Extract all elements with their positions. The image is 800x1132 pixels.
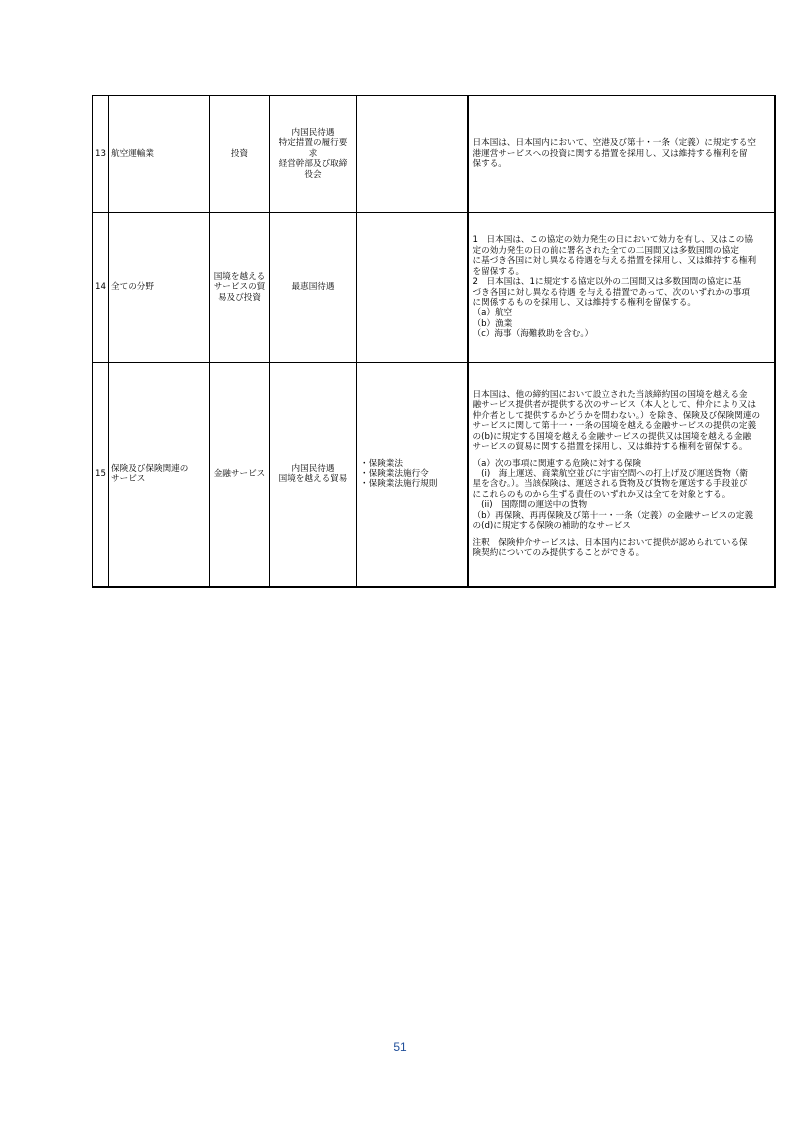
description-cell: 1 日本国は、この協定の効力発生の日において効力を有し、又はこの協 定の効力発生の日の前に署名された全ての二国間又は多数国間の協定 に基づき各国に対し異なる待遇を与える措置を採用し、又は維持する権利 を留保する。 2 日本国は、1に規定する協定以外の二国間又は多数国間の協定に基 づき各国に対し異なる待遇 を与える措置であって、次のいずれかの事項 に関係するものを採用し、又は維持する権利を留保する。 （a）航空 （b）漁業 （c）海事（海難救助を含む。）	[468, 213, 775, 363]
sector-cell: 全ての分野	[109, 213, 210, 363]
obligations-cell: 最恵国待遇	[270, 213, 357, 363]
subsector-cell: 国境を越える サービスの貿 易及び投資	[210, 213, 270, 363]
sector-cell: 航空運輸業	[109, 96, 210, 213]
reservations-table	[92, 95, 776, 588]
row-number: 15	[93, 363, 109, 587]
table-row	[93, 363, 775, 587]
description-cell: 日本国は、日本国内において、空港及び第十・一条（定義）に規定する空 港運営サービスへの投資に関する措置を採用し、又は維持する権利を留 保する。	[468, 96, 775, 213]
measures-cell	[357, 213, 468, 363]
page-number: 51	[393, 1040, 407, 1054]
measures-cell	[357, 96, 468, 213]
subsector-cell: 投資	[210, 96, 270, 213]
obligations-cell: 内国民待遇 特定措置の履行要 求 経営幹部及び取締 役会	[270, 96, 357, 213]
obligations-cell: 内国民待遇 国境を越える貿易	[270, 363, 357, 587]
row-number: 13	[93, 96, 109, 213]
row-number: 14	[93, 213, 109, 363]
description-cell: 日本国は、他の締約国において設立された当該締約国の国境を越える金 融サービス提供者が提供する次のサービス（本人として、仲介により又は 仲介者として提供するかどうかを問わない。）を除き、保険及び保険関連の サービスに関して第十一・一条の国境を越える金融サービスの提供の定義 の(b)に規定する国境を越える金融サービスの提供又は国境を越える金融 サービスの貿易に関する措置を採用し、又は維持する権利を留保する。 （a）次の事項に関連する危険に対する保険 (i) 海上運送、商業航空並びに宇宙空間への打上げ及び運送貨物（衛 星を含む。）。当該保険は、運送される貨物及び貨物を運送する手段並び にこれらのものから生ずる責任のいずれか又は全てを対象とする。 (ii) 国際間の運送中の貨物 （b）再保険、再再保険及び第十一・一条（定義）の金融サービスの定義 の(d)に規定する保険の補助的なサービス 注釈 保険仲介サービスは、日本国内において提供が認められている保 険契約についてのみ提供することができる。	[468, 363, 775, 587]
subsector-cell: 金融サービス	[210, 363, 270, 587]
sector-cell: 保険及び保険関連の サービス	[109, 363, 210, 587]
table-row	[93, 213, 775, 363]
measures-cell: ・保険業法 ・保険業法施行令 ・保険業法施行規則	[357, 363, 468, 587]
table-row	[93, 96, 775, 213]
